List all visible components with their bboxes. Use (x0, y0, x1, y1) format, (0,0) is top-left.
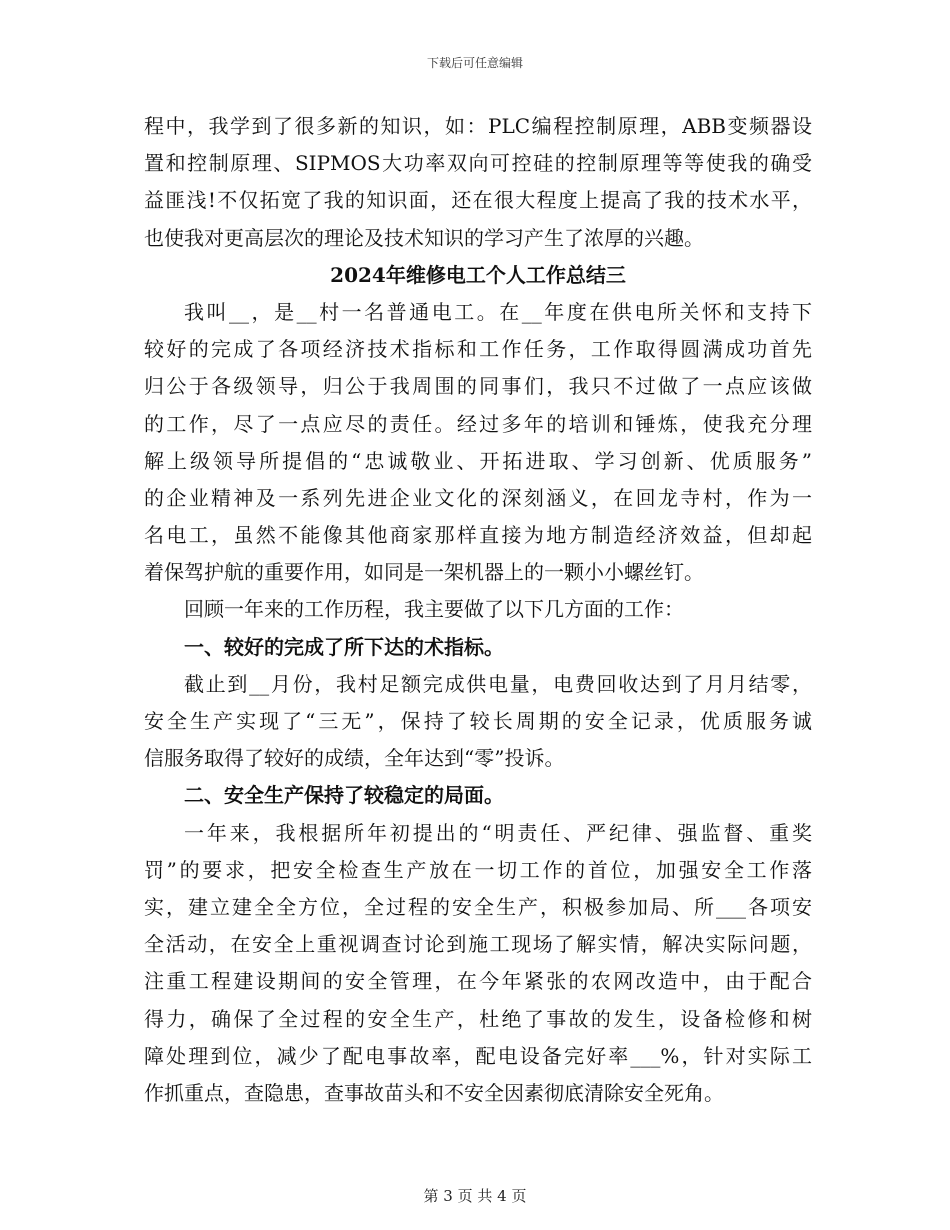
body-line: 截止到__月份，我村足额完成供电量，电费回收达到了月月结零， (184, 671, 812, 696)
body-line: 罚”的要求，把安全检查生产放在一切工作的首位，加强安全工作落 (144, 857, 812, 882)
body-line: 我叫__，是__村一名普通电工。在__年度在供电所关怀和支持下 (184, 299, 812, 324)
body-line: 益匪浅!不仅拓宽了我的知识面，还在很大程度上提高了我的技术水平， (144, 188, 812, 213)
body-line: 回顾一年来的工作历程，我主要做了以下几方面的工作： (184, 597, 684, 622)
body-line: 归公于各级领导，归公于我周围的同事们，我只不过做了一点应该做 (144, 374, 812, 399)
body-line: 注重工程建设期间的安全管理，在今年紧张的农网改造中，由于配合 (144, 969, 812, 994)
body-line: 全活动，在安全上重视调查讨论到施工现场了解实情，解决实际问题， (144, 932, 812, 957)
body-line: 的工作，尽了一点应尽的责任。经过多年的培训和锤炼，使我充分理 (144, 411, 812, 436)
body-line: 也使我对更高层次的理论及技术知识的学习产生了浓厚的兴趣。 (144, 225, 704, 250)
subsection-heading: 二、安全生产保持了较稳定的局面。 (184, 783, 504, 808)
section-title: 2024年维修电工个人工作总结三 (330, 262, 626, 287)
body-line: 名电工，虽然不能像其他商家那样直接为地方制造经济效益，但却起 (144, 523, 812, 548)
subsection-heading: 一、较好的完成了所下达的术指标。 (184, 634, 504, 659)
page-number: 第 3 页 共 4 页 (423, 1187, 527, 1205)
body-line: 着保驾护航的重要作用，如同是一架机器上的一颗小小螺丝钉。 (144, 560, 704, 585)
body-line: 较好的完成了各项经济技术指标和工作任务，工作取得圆满成功首先 (144, 337, 812, 362)
body-line: 障处理到位，减少了配电事故率，配电设备完好率___%，针对实际工 (144, 1043, 812, 1068)
body-line: 程中，我学到了很多新的知识，如：PLC编程控制原理，ABB变频器设 (144, 114, 812, 138)
body-line: 安全生产实现了“三无”，保持了较长周期的安全记录，优质服务诚 (144, 709, 812, 733)
body-line: 置和控制原理、SIPMOS大功率双向可控硅的控制原理等等使我的确受 (144, 151, 812, 176)
body-line: 的企业精神及一系列先进企业文化的深刻涵义，在回龙寺村，作为一 (144, 485, 812, 510)
page-header-note: 下载后可任意编辑 (426, 56, 523, 70)
document-body (144, 108, 812, 1112)
body-line: 实，建立建全全方位，全过程的安全生产，积极参加局、所___各项安 (144, 894, 812, 919)
body-line: 一年来，我根据所年初提出的“明责任、严纪律、强监督、重奖 (184, 820, 812, 845)
body-line: 得力，确保了全过程的安全生产，杜绝了事故的发生，设备检修和树 (144, 1006, 812, 1031)
body-line: 解上级领导所提倡的“忠诚敬业、开拓进取、学习创新、优质服务” (144, 448, 812, 473)
body-line: 信服务取得了较好的成绩，全年达到“零”投诉。 (144, 746, 565, 771)
body-line: 作抓重点，查隐患，查事故苗头和不安全因素彻底清除安全死角。 (144, 1080, 724, 1105)
